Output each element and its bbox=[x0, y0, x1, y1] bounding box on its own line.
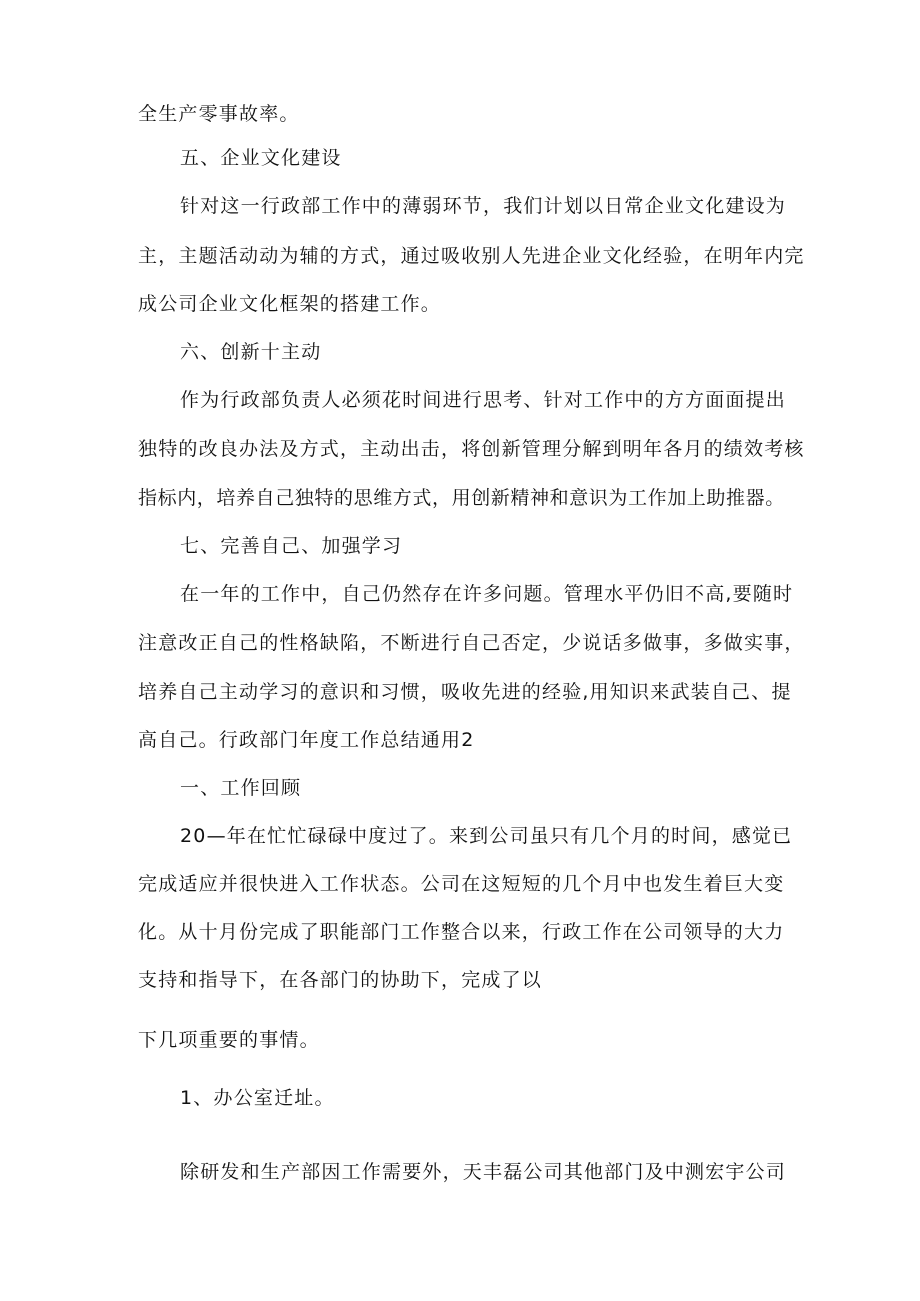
paragraph-line: 完成适应并很快进入工作状态。公司在这短短的几个月中也发生着巨大变 bbox=[138, 873, 785, 895]
paragraph-line: 高自己。行政部门年度工作总结通用2 bbox=[138, 729, 475, 751]
paragraph-line: 指标内，培养自己独特的思维方式，用创新精神和意识为工作加上助推器。 bbox=[138, 487, 785, 509]
section-heading: 七、完善自己、加强学习 bbox=[180, 535, 403, 557]
paragraph-line: 全生产零事故率。 bbox=[138, 103, 300, 125]
section-heading: 六、创新十主动 bbox=[180, 341, 322, 363]
paragraph-line: 针对这一行政部工作中的薄弱环节，我们计划以日常企业文化建设为 bbox=[180, 195, 787, 217]
paragraph-line: 作为行政部负责人必须花时间进行思考、针对工作中的方方面面提出 bbox=[180, 389, 787, 411]
paragraph-line: 化。从十月份完成了职能部门工作整合以来，行政工作在公司领导的大力 bbox=[138, 921, 785, 943]
paragraph-line: 独特的改良办法及方式，主动出击，将创新管理分解到明年各月的绩效考核 bbox=[138, 438, 805, 460]
section-heading: 五、企业文化建设 bbox=[180, 147, 342, 169]
list-item: 1、办公室迁址。 bbox=[180, 1087, 335, 1109]
paragraph-line: 下几项重要的事情。 bbox=[138, 1029, 320, 1051]
paragraph-line: 培养自己主动学习的意识和习惯，吸收先进的经验,用知识来武装自己、提 bbox=[138, 681, 792, 703]
paragraph-line: 注意改正自己的性格缺陷，不断进行自己否定，少说话多做事，多做实事， bbox=[138, 632, 805, 654]
paragraph-line: 主，主题活动动为辅的方式，通过吸收别人先进企业文化经验，在明年内完 bbox=[138, 245, 805, 267]
paragraph-line: 成公司企业文化框架的搭建工作。 bbox=[138, 293, 442, 315]
paragraph-line: 20—年在忙忙碌碌中度过了。来到公司虽只有几个月的时间，感觉已 bbox=[180, 825, 793, 847]
paragraph-line: 在一年的工作中，自己仍然存在许多问题。管理水平仍旧不高,要随时 bbox=[180, 583, 794, 605]
paragraph-line: 除研发和生产部因工作需要外，天丰磊公司其他部门及中测宏宇公司 bbox=[180, 1161, 787, 1183]
section-heading: 一、工作回顾 bbox=[180, 777, 302, 799]
paragraph-line: 支持和指导下，在各部门的协助下，完成了以 bbox=[138, 969, 543, 991]
